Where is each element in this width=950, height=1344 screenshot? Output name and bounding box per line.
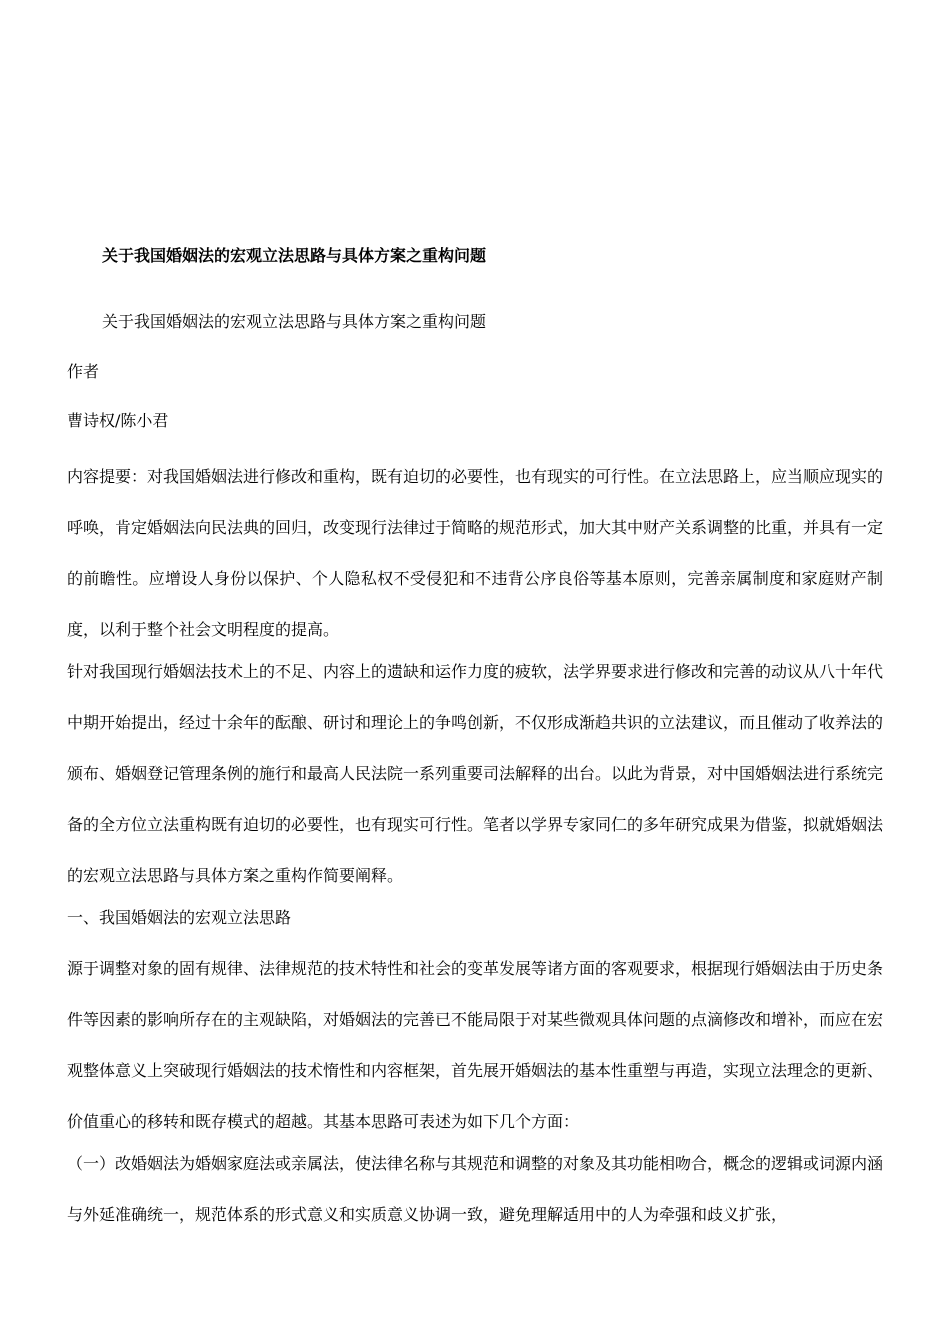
author-label: 作者: [67, 362, 100, 381]
section-heading: 一、我国婚姻法的宏观立法思路: [67, 908, 292, 927]
document-title: 关于我国婚姻法的宏观立法思路与具体方案之重构问题: [102, 246, 487, 265]
author-names: 曹诗权/陈小君: [67, 411, 169, 430]
intro-paragraph: 针对我国现行婚姻法技术上的不足、内容上的遗缺和运作力度的疲软，法学界要求进行修改和完善的动议从八十年代中期开始提出，经过十余年的酝酿、研讨和理论上的争鸣创新，不仅形成渐趋共识的立法建议，而且催动了收养法的颁布、婚姻登记管理条例的施行和最高人民法院一系列重要司法解释的出台。以此为背景，对中国婚姻法进行系统完备的全方位立法重构既有迫切的必要性，也有现实可行性。笔者以学界专家同仁的多年研究成果为借鉴，拟就婚姻法的宏观立法思路与具体方案之重构作简要阐释。: [67, 662, 884, 885]
section-body-paragraph: 源于调整对象的固有规律、法律规范的技术特性和社会的变革发展等诸方面的客观要求，根据现行婚姻法由于历史条件等因素的影响所存在的主观缺陷，对婚姻法的完善已不能局限于对某些微观具体问题的点滴修改和增补，而应在宏观整体意义上突破现行婚姻法的技术惰性和内容框架，首先展开婚姻法的基本性重塑与再造，实现立法理念的更新、价值重心的移转和既存模式的超越。其基本思路可表述为如下几个方面：: [67, 959, 884, 1131]
abstract-paragraph: 内容提要：对我国婚姻法进行修改和重构，既有迫切的必要性，也有现实的可行性。在立法思路上，应当顺应现实的呼唤，肯定婚姻法向民法典的回归，改变现行法律过于简略的规范形式，加大其中财产关系调整的比重，并具有一定的前瞻性。应增设人身份以保护、个人隐私权不受侵犯和不违背公序良俗等基本原则，完善亲属制度和家庭财产制度，以利于整个社会文明程度的提高。: [67, 467, 884, 639]
section-item-paragraph: （一）改婚姻法为婚姻家庭法或亲属法，使法律名称与其规范和调整的对象及其功能相吻合，概念的逻辑或词源内涵与外延准确统一，规范体系的形式意义和实质意义协调一致，避免理解适用中的人为牵强和歧义扩张，: [67, 1154, 884, 1224]
document-subtitle: 关于我国婚姻法的宏观立法思路与具体方案之重构问题: [102, 312, 487, 331]
